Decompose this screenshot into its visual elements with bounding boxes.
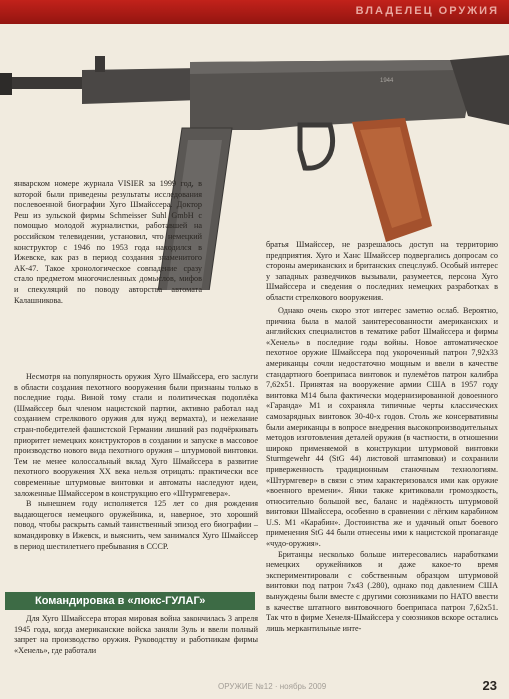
- rifle-trigger-guard: [300, 125, 332, 168]
- paragraph: В нынешнем году исполняется 125 лет со дня рождения выдающегося немецкого оружейника, и, наверное, это хороший повод, чтобы раскрыть самый таинственный эпизод его биографии – командировку в Ижевск, и выяснить, чем занимался Хуго Шмайссер в период шестилетнего пребывания в СССР.: [14, 499, 258, 551]
- subheading: Командировка в «люкс-ГУЛАГ»: [5, 592, 255, 610]
- paragraph: Для Хуго Шмайссера вторая мировая война закончилась 3 апреля 1945 года, когда американские войска заняли Зуль и ввели полный запрет на производство оружия. Руководству и работникам фирмы «Хенель», где работали: [14, 614, 258, 655]
- page-footer: [0, 679, 509, 699]
- text-column-right-top: [266, 240, 498, 304]
- paragraph: Однако очень скоро этот интерес заметно ослаб. Вероятно, причина была в малой заинтересованности американских и английских специалистов в тематике работ Шмайссера и фирмы «Хенель» в последние годы войны. Новое автоматическое пехотное оружие Шмайссера под укороченный патрон 7,92х33 американцы сочли недостаточно мощным и ввели в качестве стандартного боеприпаса винтовок и пулемётов патрон калибра 7,62х51. Принятая на вооружение армии США в 1957 году винтовка M14 была фактически модернизированной довоенного «Гаранда» M1 и сохраняла типичные черты классических самозарядных винтовок 30-40-х годов. Столь же консервативны были американцы в вопросе внедрения высокопроизводительных методов изготовления деталей оружия (в частности, в отношении широко применяемой в конструкции штурмовой винтовки Sturmgewehr 44 (StG 44) листовой штамповки) и сохранили приверженность традиционным станочным технологиям. «Штурмгевер» в связи с этим характеризовался ими как оружие «военного времени». Янки также критиковали громоздкость, относительно большой вес, баланс и надёжность штурмовой винтовки Шмайссера, особенно в сравнении с лёгким карабином U.S. M1 «Карабин». Достоинства же и удачный опыт боевого применения StG 44 были отнесены ими к нацистской пропаганде «чудо-оружия».: [266, 306, 498, 549]
- paragraph: братья Шмайссер, не разрешалось доступ на территорию предприятия. Хуго и Ханс Шмайссер подвергались допросам со стороны американских и британских спецслужб. Особый интерес у западных разведчиков вызывали, разумеется, персона Хуго Шмайссера и сведения о последних немецких разработках в области стрелкового вооружения.: [266, 240, 498, 302]
- rifle-front-sight: [95, 56, 105, 72]
- magazine-info: ОРУЖИЕ №12 · ноябрь 2009: [218, 682, 327, 691]
- text-column-left-bottom: [14, 614, 258, 656]
- paragraph: Несмотря на популярность оружия Хуго Шмайссера, его заслуги в области создания пехотного вооружения были признаны только в последние годы. Виной тому стали и политическая подоплёка (Шмайссер был членом нацистской партии, активно работал над созданием стрелкового оружия для нужд вермахта), и нежелание стран-победителей фашистской Германии лишний раз подчёркивать приоритет немецких конструкторов в создании и запуске в массовое производство нового вида пехотного оружия – штурмовой винтовки. Тем не менее колоссальный вклад Хуго Шмайссера в развитие пехотного вооружения XX века нельзя отрицать: практически все современные штурмовые винтовки и автоматы наследуют идеи, заложенные Шмайссером в конструкцию его «Штурмгевера».: [14, 372, 258, 498]
- rifle-muzzle: [0, 73, 12, 95]
- text-column-left-top: [14, 179, 202, 306]
- text-column-right-main: [266, 306, 498, 634]
- text-column-left-main: [14, 372, 258, 552]
- page-number: 23: [482, 678, 497, 693]
- header-bar: [0, 0, 509, 24]
- section-label: ВЛАДЕЛЕЦ ОРУЖИЯ: [355, 5, 499, 17]
- rifle-gas-tube: [82, 68, 200, 104]
- receiver-marking: 1944: [380, 78, 394, 84]
- paragraph: январском номере журнала VISIER за 1999 год, в которой были приведены результаты исследования послевоенной биографии Хуго Шмайссера. Доктор Реш из зульской фирмы Schmeisser Suhl GmbH с помощью молодой журналистки, работавшей на российском телевидении, установил, что немецкий конструктор с 1946 по 1953 года находился в Ижевске, как раз в период создания знаменитого АК-47. Такое хронологическое совпадение сразу стало предметом многочисленных домыслов, мифов и спекуляций по поводу авторства автомата Калашникова.: [14, 179, 202, 305]
- paragraph: Британцы несколько больше интересовались наработками немецких оружейников и даже какое-то время экспериментировали с собственным образцом штурмовой винтовки под патрон 7х43 (.280), однако под давлением США вынуждены были вместе с другими союзниками по НАТО ввести в качестве штатного винтовочного боеприпаса патрон 7,62х51. Так что в фирме Хенеля-Шмайссера у союзников вскоре остались лишь меркантильные инте-: [266, 549, 498, 633]
- rifle-barrel: [0, 77, 90, 89]
